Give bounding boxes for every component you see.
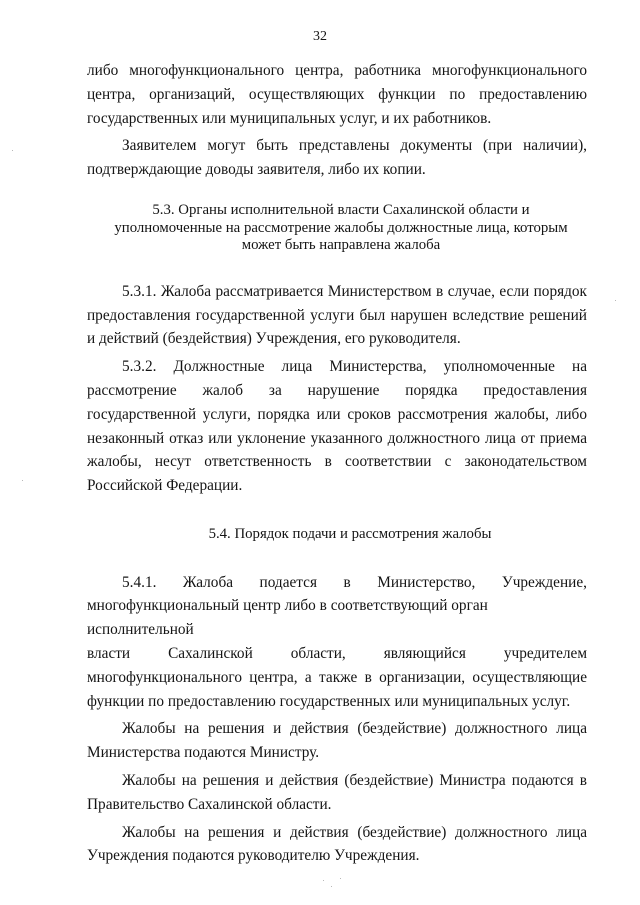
section-5-4-heading-text: 5.4. Порядок подачи и рассмотрения жалобы — [208, 525, 492, 542]
scan-speck — [340, 878, 341, 879]
p541-word-6: Учреждение, — [501, 573, 587, 591]
document-body — [87, 59, 587, 868]
paragraph-5-4-1 — [87, 571, 587, 714]
p541-word-4: в — [343, 573, 351, 591]
paragraph-5-4-1-line-3 — [87, 642, 587, 666]
paragraph-5-4-1-line-2: многофункциональный центр либо в соответствующий орган исполнительной — [87, 597, 488, 639]
section-5-3-heading — [87, 202, 587, 255]
section-5-4-heading — [87, 526, 587, 544]
intro-paragraph: либо многофункционального центра, работника многофункционального центра, организаций, осуществляющих функции по предоставлению государственных или муниципальных услуг, и их работников. — [87, 62, 587, 127]
p541-b-word-2: Сахалинской — [168, 644, 253, 662]
paragraph-5-3-2: 5.3.2. Должностные лица Министерства, уполномоченные на рассмотрение жалоб за нарушение порядка предоставления государственной услуги, порядка или сроков рассмотрения жалобы, либо незаконный отказ или уклонение указанного должностного лица от приема жалобы, несут ответственность в соответствии с законодательством Российской Федерации. — [87, 358, 587, 495]
scan-speck — [323, 880, 324, 881]
paragraph-institution-complaints: Жалобы на решения и действия (бездействие) должностного лица Учреждения подаются руководителю Учреждения. — [87, 823, 587, 865]
p541-word-3: подается — [259, 573, 317, 591]
paragraph-minister-complaints: Жалобы на решения и действия (бездействие) Министра подаются в Правительство Сахалинской области. — [87, 771, 587, 813]
p541-b-word-5: учредителем — [503, 644, 587, 662]
scan-speck — [331, 886, 332, 887]
section-5-3-heading-line-2: уполномоченные на рассмотрение жалобы должностные лица, которым — [114, 219, 568, 236]
page-number: 32 — [313, 29, 327, 44]
paragraph-5-4-1-rest: многофункционального центра, а также в организации, осуществляющие функции по предоставлению государственных или муниципальных услуг. — [87, 668, 587, 710]
paragraph-5-4-1-line-1 — [87, 571, 587, 595]
documents-paragraph: Заявителем могут быть представлены документы (при наличии), подтверждающие доводы заявителя, либо их копии. — [87, 137, 587, 179]
p541-word-5: Министерство, — [377, 573, 476, 591]
p541-word-2: Жалоба — [182, 573, 234, 591]
p541-b-word-1: власти — [87, 644, 131, 662]
scan-speck — [22, 480, 23, 481]
paragraph-5-3-1: 5.3.1. Жалоба рассматривается Министерством в случае, если порядок предоставления государственной услуги был нарушен вследствие решений и действий (бездействия) Учреждения, его руководителя. — [87, 282, 587, 348]
scan-speck — [12, 150, 13, 151]
section-5-3-heading-line-3: может быть направлена жалоба — [241, 237, 441, 254]
paragraph-officials-complaints: Жалобы на решения и действия (бездействие) должностного лица Министерства подаются Министру. — [87, 720, 587, 762]
p541-word-1: 5.4.1. — [122, 573, 157, 591]
scan-speck — [615, 300, 616, 301]
section-5-3-heading-line-1: 5.3. Органы исполнительной власти Сахалинской области и — [152, 201, 530, 218]
p541-b-word-3: области, — [290, 644, 346, 662]
p541-b-word-4: являющийся — [383, 644, 466, 662]
